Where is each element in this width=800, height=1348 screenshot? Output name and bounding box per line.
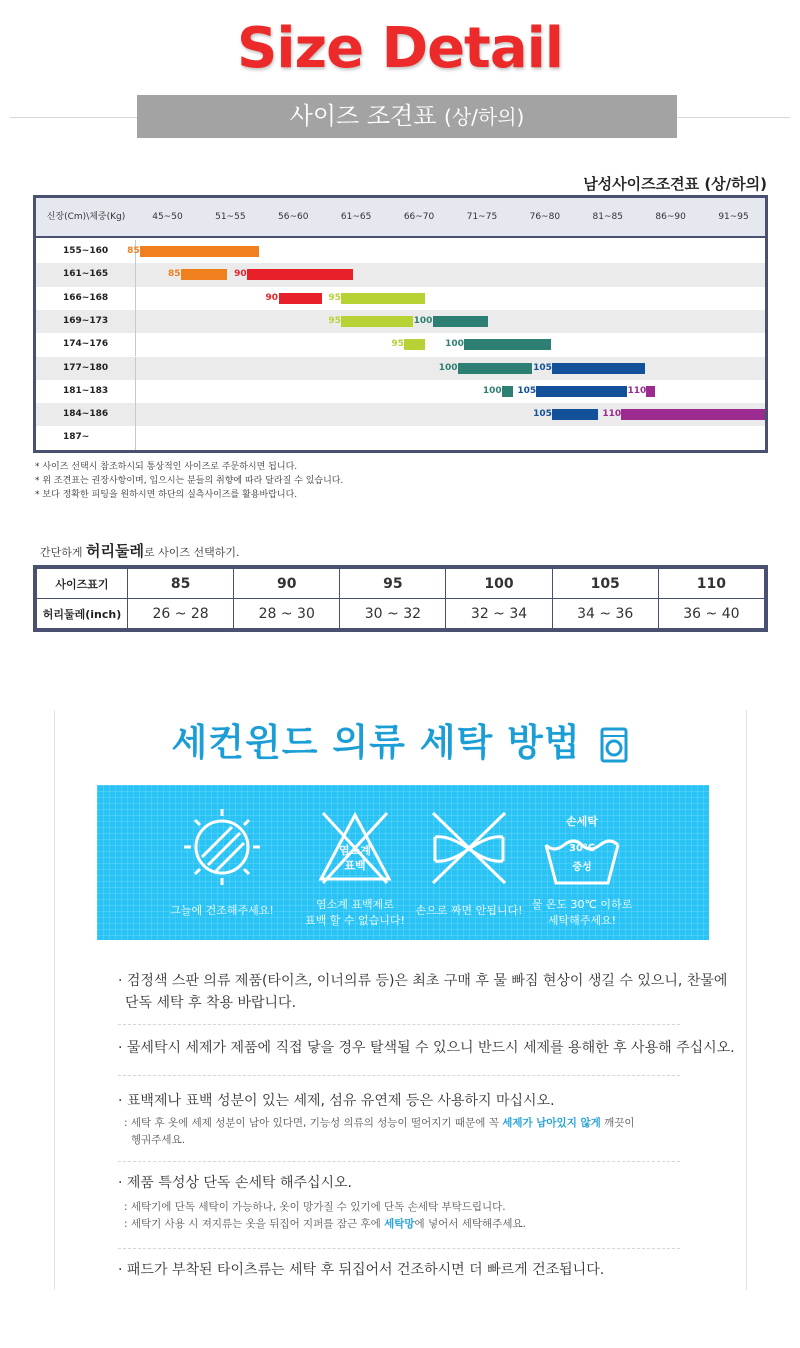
waist-title <box>40 540 239 561</box>
section-border <box>746 710 747 1290</box>
waist-title-post: 로 사이즈 선택하기. <box>143 546 240 559</box>
hand-wash-label: 손세탁 <box>566 815 598 828</box>
height-label: 174~176 <box>36 333 136 356</box>
instruction-line: · 검정색 스판 의류 제품(타이츠, 이너의류 등)은 최초 구매 후 물 빠짐 현상이 생길 수 있으니, 찬물에 <box>118 973 728 989</box>
size-cell: 95 <box>340 569 446 599</box>
no-bleach-text: 염소계 표백 <box>339 844 371 872</box>
height-label: 187~ <box>36 426 136 449</box>
size-chart <box>33 195 768 453</box>
note-text: : 세탁기 사용 시 져지류는 옷을 뒤집어 지퍼를 잠근 후에 <box>124 1218 385 1230</box>
bar-label: 90 <box>265 292 279 303</box>
wash-instruction-3-note <box>124 1115 635 1149</box>
wash-instruction-3: · 표백제나 표백 성분이 있는 세제, 섬유 유연제 등은 사용하지 마십시오. <box>118 1093 555 1109</box>
hand-wash-temp: 30℃ <box>568 843 596 854</box>
weight-header: 61~65 <box>340 212 372 222</box>
wash-instruction-5: · 패드가 부착된 타이츠류는 세탁 후 뒤집어서 건조하시면 더 빠르게 건조됩니다. <box>118 1262 605 1278</box>
size-bar <box>621 409 765 420</box>
size-bar <box>552 409 598 420</box>
caption-line: 염소계 표백제로 <box>316 898 394 911</box>
chart-header <box>36 198 765 238</box>
size-bar <box>502 386 514 397</box>
note-text: : 세탁 후 옷에 세제 성분이 남아 있다면, 기능성 의류의 성능이 떨어지기 때문에 꼭 <box>124 1117 503 1129</box>
no-wring-icon <box>419 807 519 887</box>
hand-wash-caption <box>517 897 647 929</box>
bar-label: 110 <box>602 409 622 420</box>
wash-instruction-2: · 물세탁시 세제가 제품에 직접 닿을 경우 탈색될 수 있으니 반드시 세제를 용해한 후 사용해 주십시오. <box>118 1040 735 1056</box>
size-cell: 90 <box>234 569 340 599</box>
caption-line: 세탁해주세요! <box>547 914 617 927</box>
size-cell: 105 <box>552 569 658 599</box>
size-bar <box>341 316 412 327</box>
bar-label: 100 <box>482 385 502 396</box>
note-highlight: 세탁망 <box>384 1218 415 1230</box>
height-label: 166~168 <box>36 287 136 310</box>
weight-header: 86~90 <box>655 212 686 222</box>
chart-row <box>36 357 765 380</box>
divider <box>118 1024 680 1025</box>
bar-label: 85 <box>168 269 181 280</box>
weight-header: 81~85 <box>592 212 623 222</box>
size-bar <box>646 386 654 397</box>
shade-dry-icon <box>172 807 272 887</box>
size-bar <box>279 293 322 304</box>
height-label: 169~173 <box>36 310 136 333</box>
size-bar <box>341 293 425 304</box>
washing-machine-icon <box>600 727 628 763</box>
section-border <box>54 710 55 1290</box>
bar-label: 100 <box>445 339 464 350</box>
height-label: 181~183 <box>36 380 136 403</box>
shade-dry-caption: 그늘에 건조해주세요! <box>170 904 274 917</box>
wash-title <box>0 712 800 766</box>
note-text: 헹궈주세요. <box>131 1134 186 1146</box>
size-chart-banner <box>137 95 677 138</box>
height-label: 184~186 <box>36 403 136 426</box>
bar-label: 100 <box>413 315 433 326</box>
size-bar <box>247 269 353 280</box>
size-bar <box>140 246 259 257</box>
size-bar <box>536 386 626 397</box>
caption-line: 물 온도 30℃ 이하로 <box>531 898 633 911</box>
chart-row <box>36 310 765 333</box>
weight-header: 71~75 <box>466 212 498 222</box>
chart-row <box>36 333 765 356</box>
note-text: : 세탁기에 단독 세탁이 가능하나, 옷이 망가질 수 있기에 단독 손세탁 부탁드립니다. <box>124 1201 506 1213</box>
note: * 사이즈 선택시 참조하시되 통상적인 사이즈로 주문하시면 됩니다. <box>35 462 298 472</box>
divider <box>118 1161 680 1162</box>
bar-label: 105 <box>533 362 552 373</box>
caption-line: 표백 할 수 없습니다! <box>305 914 405 927</box>
height-label: 161~165 <box>36 263 136 286</box>
waist-title-bold: 허리둘레 <box>86 542 144 560</box>
bar-label: 95 <box>391 339 404 350</box>
inch-cell: 34 ~ 36 <box>552 599 658 629</box>
no-bleach-caption <box>290 897 420 929</box>
size-bar <box>464 339 551 350</box>
chart-row <box>36 240 765 263</box>
inch-cell: 32 ~ 34 <box>446 599 552 629</box>
note-text: 에 넣어서 세탁해주세요. <box>414 1218 526 1230</box>
wash-instruction-1 <box>118 970 727 1014</box>
chart-caption: 남성사이즈조견표 (상/하의) <box>583 175 767 193</box>
bar-label: 100 <box>438 362 458 373</box>
bar-label: 110 <box>627 385 647 396</box>
chart-row <box>36 403 765 426</box>
size-cell: 100 <box>446 569 552 599</box>
bar-label: 105 <box>533 409 552 420</box>
bar-label: 105 <box>517 385 537 396</box>
waist-title-pre: 간단하게 <box>40 546 87 559</box>
waist-table <box>33 565 768 632</box>
chart-row <box>36 263 765 286</box>
wash-instruction-4-note <box>124 1199 526 1233</box>
size-bar <box>181 269 227 280</box>
chart-row <box>36 287 765 310</box>
waist-row-header: 사이즈표기 <box>37 569 128 599</box>
height-label: 177~180 <box>36 357 136 380</box>
wash-title-text: 세컨윈드 의류 세탁 방법 <box>171 721 581 764</box>
size-bar <box>433 316 489 327</box>
divider <box>118 1075 680 1076</box>
weight-header: 51~55 <box>215 212 246 222</box>
inch-cell: 36 ~ 40 <box>658 599 764 629</box>
size-cell: 110 <box>658 569 764 599</box>
bar-label: 95 <box>328 315 341 326</box>
bar-label: 95 <box>328 292 341 303</box>
divider <box>118 1248 680 1249</box>
note: * 위 조견표는 권장사항이며, 입으시는 분들의 취향에 따라 달라질 수 있습니다. <box>35 476 344 486</box>
no-wring-caption: 손으로 짜면 안됩니다! <box>415 904 523 917</box>
chart-corner-label: 신장(Cm)\체중(Kg) <box>46 212 126 222</box>
size-bar <box>458 363 532 374</box>
note-text: 깨끗이 <box>600 1117 635 1129</box>
size-cell: 85 <box>128 569 234 599</box>
wash-icons-panel <box>97 785 709 940</box>
banner-sub: (상/하의) <box>444 105 525 129</box>
weight-header: 76~80 <box>529 212 561 222</box>
hand-wash-neutral: 중성 <box>572 862 592 873</box>
chart-row <box>36 426 765 449</box>
note-highlight: 세제가 남아있지 않게 <box>502 1117 601 1129</box>
page-title: Size Detail <box>236 16 563 81</box>
inch-cell: 28 ~ 30 <box>234 599 340 629</box>
size-bar <box>552 363 645 374</box>
inch-cell: 30 ~ 32 <box>340 599 446 629</box>
height-label: 155~160 <box>36 240 136 263</box>
size-notes <box>35 460 343 502</box>
weight-header: 91~95 <box>718 212 749 222</box>
banner-main: 사이즈 조견표 <box>289 102 437 130</box>
chart-row <box>36 380 765 403</box>
instruction-line: 단독 세탁 후 착용 바랍니다. <box>125 995 297 1011</box>
size-bar <box>404 339 425 350</box>
note: * 보다 정확한 피팅을 원하시면 하단의 실측사이즈를 활용바랍니다. <box>35 490 298 500</box>
weight-header: 45~50 <box>152 212 183 222</box>
inch-cell: 26 ~ 28 <box>128 599 234 629</box>
wash-instruction-4: · 제품 특성상 단독 손세탁 해주십시오. <box>118 1175 353 1191</box>
waist-row-header: 허리둘레(inch) <box>37 599 128 629</box>
weight-header: 56~60 <box>278 212 309 222</box>
bar-label: 90 <box>234 269 247 280</box>
weight-header: 66~70 <box>403 212 435 222</box>
bar-label: 85 <box>127 246 140 256</box>
